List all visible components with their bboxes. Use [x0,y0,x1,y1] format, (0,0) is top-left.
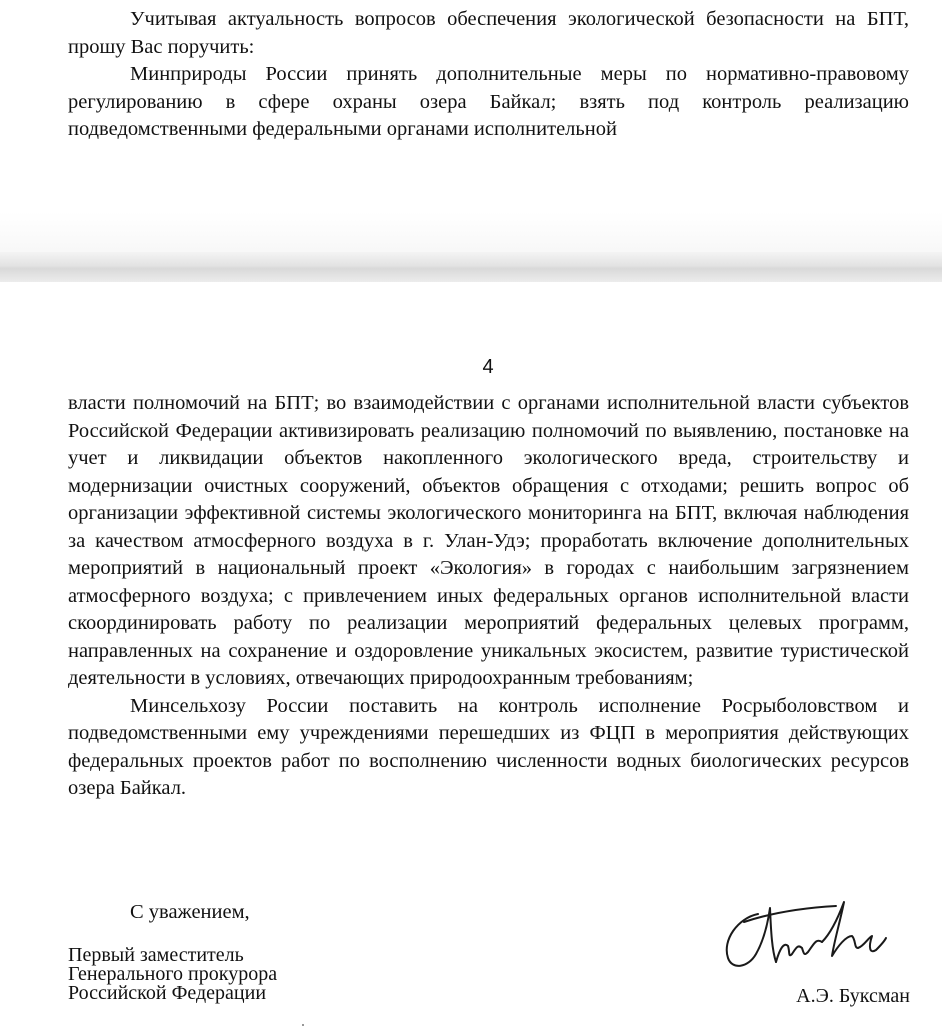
paragraph-minselkhoz: Минсельхозу России поставить на контроль исполнение Росрыболовством и подведомственными ему учреждениями перешедших из ФЦП в мероприятия действующих федеральных проектов работ по восполнению численности водных биологических ресурсов озера Байкал. [68,694,909,799]
paragraph-minprirody: Минприроды России принять дополнительные меры по нормативно-правовому регулированию в сфере охраны озера Байкал; взять под контроль реализацию подведомственными федеральными органами исполнительной [68,63,909,140]
page-4-body [68,390,909,803]
page-bottom-edge [0,212,942,252]
paragraph-continuation: власти полномочий на БПТ; во взаимодействии с органами исполнительной власти субъектов Российской Федерации активизировать реализацию полномочий по выявлению, постановке на учет и ликвидации объектов накопленного экологического вреда, строительству и модернизации очистных сооружений, объектов обращения с отходами; решить вопрос об организации эффективной системы экологического мониторинга на БПТ, включая наблюдения за качеством атмосферного воздуха в г. Улан-Удэ; проработать включение дополнительных мероприятий в национальный проект «Экология» в городах с наибольшим загрязнением атмосферного воздуха; с привлечением иных федеральных органов исполнительной власти скоординировать работу по реализации мероприятий федеральных целевых программ, направленных на сохранение и оздоровление уникальных экосистем, развитие туристической деятельности в условиях, отвечающих природоохранным требованиям; [68,392,909,689]
signatory-title [68,946,277,1003]
signer-name: А.Э. Буксман [796,985,910,1007]
page-separator [0,252,942,282]
handwritten-signature [718,892,888,976]
scan-speck [302,1024,304,1026]
signatory-title-line: Российской Федерации [68,982,267,1004]
page-4 [0,282,942,1033]
signatory-title-line: Первый заместитель [68,944,244,966]
paragraph-request: Учитывая актуальность вопросов обеспечения экологической безопасности на БПТ, прошу Вас поручить: [68,8,909,58]
closing-phrase: С уважением, [130,901,250,923]
signatory-title-line: Генерального прокурора [68,963,278,985]
page-top-edge [0,0,942,4]
page-number: 4 [482,356,494,378]
page-3-fragment [0,0,942,252]
page-3-body [68,6,909,144]
